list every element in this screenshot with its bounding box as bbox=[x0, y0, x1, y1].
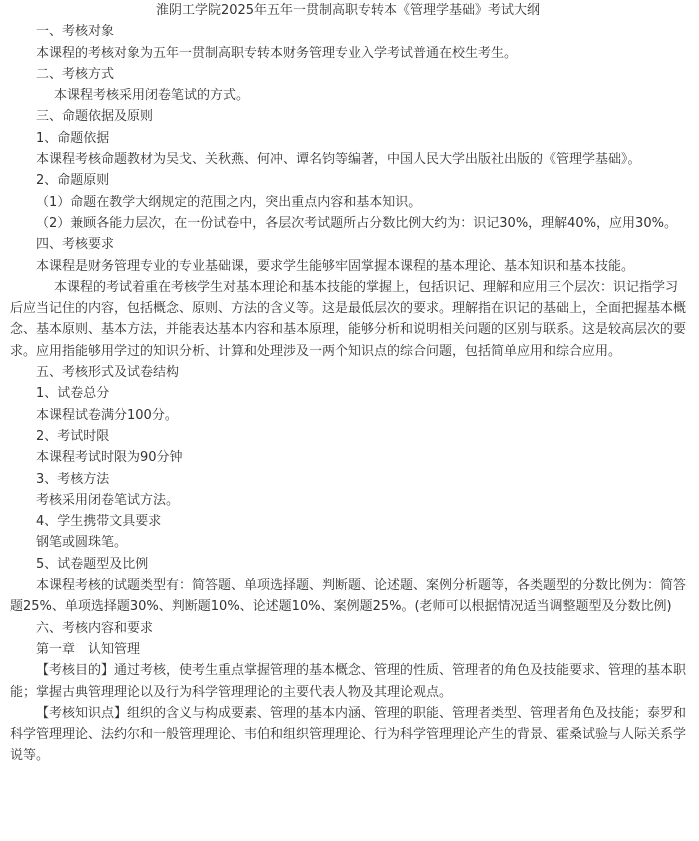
chapter-heading: 第一章 认知管理 bbox=[36, 641, 141, 657]
subsection-heading: 4、学生携带文具要求 bbox=[36, 514, 162, 530]
subsection-heading: 3、考核方法 bbox=[36, 471, 110, 487]
paragraph: （1）命题在教学大纲规定的范围之内，突出重点内容和基本知识。 bbox=[36, 194, 422, 210]
paragraph: 考核采用闭卷笔试方法。 bbox=[36, 492, 180, 508]
paragraph: 本课程考核采用闭卷笔试的方式。 bbox=[54, 88, 250, 104]
document-title: 淮阴工学院2025年五年一贯制高职专转本《管理学基础》考试大纲 bbox=[155, 3, 541, 18]
section-heading: 二、考核方式 bbox=[36, 66, 115, 82]
section-heading: 五、考核形式及试卷结构 bbox=[36, 365, 180, 381]
subsection-heading: 1、试卷总分 bbox=[36, 386, 110, 402]
subsection-heading: 2、命题原则 bbox=[36, 173, 110, 189]
paragraph: 本课程的考核对象为五年一贯制高职专转本财务管理专业入学考试普通在校生考生。 bbox=[36, 45, 518, 61]
paragraph: 本课程考核命题教材为吴戈、关秋燕、何冲、谭名钧等编著，中国人民大学出版社出版的《管理学基础》。 bbox=[36, 152, 641, 168]
paragraph: 本课程试卷满分100分。 bbox=[36, 407, 178, 423]
paragraph: 钢笔或圆珠笔。 bbox=[36, 535, 128, 551]
section-heading: 六、考核内容和要求 bbox=[36, 620, 154, 636]
section-heading: 一、考核对象 bbox=[36, 24, 115, 40]
paragraph: 本课程考核的试题类型有：简答题、单项选择题、判断题、论述题、案例分析题等，各类题型的分数比例为：简答题25%、单项选择题30%、判断题10%、论述题10%、案例题25%。(老师可以根据情况适当调整题型及分数比例) bbox=[10, 578, 687, 615]
subsection-heading: 5、试卷题型及比例 bbox=[36, 556, 149, 572]
paragraph: 【考核目的】通过考核，使考生重点掌握管理的基本概念、管理的性质、管理者的角色及技能要求、管理的基本职能；掌握古典管理理论以及行为科学管理理论的主要代表人物及其理论观点。 bbox=[10, 663, 687, 700]
paragraph: 本课程考试时限为90分钟 bbox=[36, 450, 183, 466]
paragraph: 【考核知识点】组织的含义与构成要素、管理的基本内涵、管理的职能、管理者类型、管理者角色及技能；泰罗和科学管理理论、法约尔和一般管理理论、韦伯和组织管理理论、行为科学管理理论产生的背景、霍桑试验与人际关系学说等。 bbox=[10, 705, 687, 764]
subsection-heading: 2、考试时限 bbox=[36, 428, 110, 444]
document-body bbox=[10, 0, 686, 767]
paragraph: 本课程是财务管理专业的专业基础课，要求学生能够牢固掌握本课程的基本理论、基本知识和基本技能。 bbox=[36, 258, 635, 274]
paragraph: 本课程的考试着重在考核学生对基本理论和基本技能的掌握上，包括识记、理解和应用三个层次：识记指学习后应当记住的内容，包括概念、原则、方法的含义等。这是最低层次的要求。理解指在识记的基础上，全面把握基本概念、基本原则、基本方法，并能表达基本内容和基本原理，能够分析和说明相关问题的区别与联系。这是较高层次的要求。应用指能够用学过的知识分析、计算和处理涉及一两个知识点的综合问题，包括简单应用和综合应用。 bbox=[10, 279, 687, 359]
subsection-heading: 1、命题依据 bbox=[36, 130, 110, 146]
paragraph: （2）兼顾各能力层次，在一份试卷中，各层次考试题所占分数比例大约为：识记30%，理解40%，应用30%。 bbox=[36, 215, 677, 231]
section-heading: 三、命题依据及原则 bbox=[36, 109, 154, 125]
section-heading: 四、考核要求 bbox=[36, 237, 115, 253]
